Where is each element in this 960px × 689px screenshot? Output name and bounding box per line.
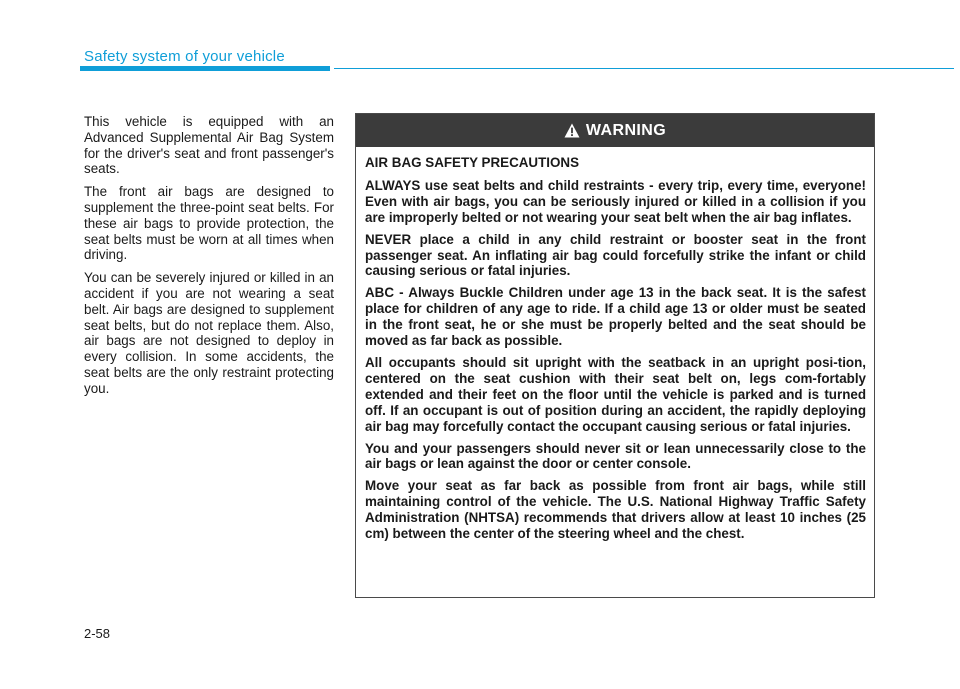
warning-header: [356, 114, 874, 147]
warning-paragraph: ABC - Always Buckle Children under age 13 in the back seat. It is the safest place for children of any age to ride. If a child age 13 or older must be seated in the front seat, he or she must be properly belted and the seat should be moved as far back as possible.: [365, 285, 866, 349]
section-title: Safety system of your vehicle: [84, 48, 285, 65]
header-rule-thin: [334, 68, 954, 69]
warning-body: [356, 147, 874, 542]
warning-triangle-icon: [564, 123, 580, 138]
warning-paragraph: Move your seat as far back as possible from front air bags, while still maintaining control of the vehicle. The U.S. National Highway Traffic Safety Administration (NHTSA) recommends that drivers allow at least 10 inches (25 cm) between the center of the steering wheel and the chest.: [365, 478, 866, 542]
intro-paragraph: You can be severely injured or killed in an accident if you are not wearing a seat belt. Air bags are designed to supplement seat belts, but do not replace them. Also, air bags are not designed to deploy in every collision. In some accidents, the seat belts are the only restraint protecting you.: [84, 270, 334, 396]
warning-label: WARNING: [585, 121, 667, 139]
warning-paragraph: You and your passengers should never sit or lean unnecessarily close to the air bags or lean against the door or center console.: [365, 440, 866, 472]
warning-box: [355, 113, 875, 598]
warning-paragraph: ALWAYS use seat belts and child restraints - every trip, every time, everyone! Even with air bags, you can be seriously injured or killed in a collision if you are improperly belted or not wearing your seat belt when the air bag inflates.: [365, 177, 866, 225]
page-number: 2-58: [84, 626, 111, 641]
intro-text-column: [84, 114, 334, 404]
intro-paragraph: This vehicle is equipped with an Advanced Supplemental Air Bag System for the driver's seat and front passenger's seats.: [84, 114, 334, 177]
warning-paragraph: NEVER place a child in any child restraint or booster seat in the front passenger seat. An inflating air bag could forcefully strike the infant or child causing serious or fatal injuries.: [365, 231, 866, 279]
warning-subtitle: AIR BAG SAFETY PRECAUTIONS: [365, 155, 580, 170]
page-header: [84, 46, 960, 76]
warning-paragraph: All occupants should sit upright with the seatback in an upright posi-tion, centered on the seat cushion with their seat belt on, legs com-fortably extended and their feet on the floor until the vehicle is parked and is turned off. If an occupant is out of position during an accident, the rapidly deploying air bag may forcefully contact the occupant causing serious or fatal injuries.: [365, 354, 866, 434]
header-rule-thick: [80, 66, 330, 71]
intro-paragraph: The front air bags are designed to supplement the three-point seat belts. For these air bags to provide protection, the seat belts must be worn at all times when driving.: [84, 184, 334, 263]
